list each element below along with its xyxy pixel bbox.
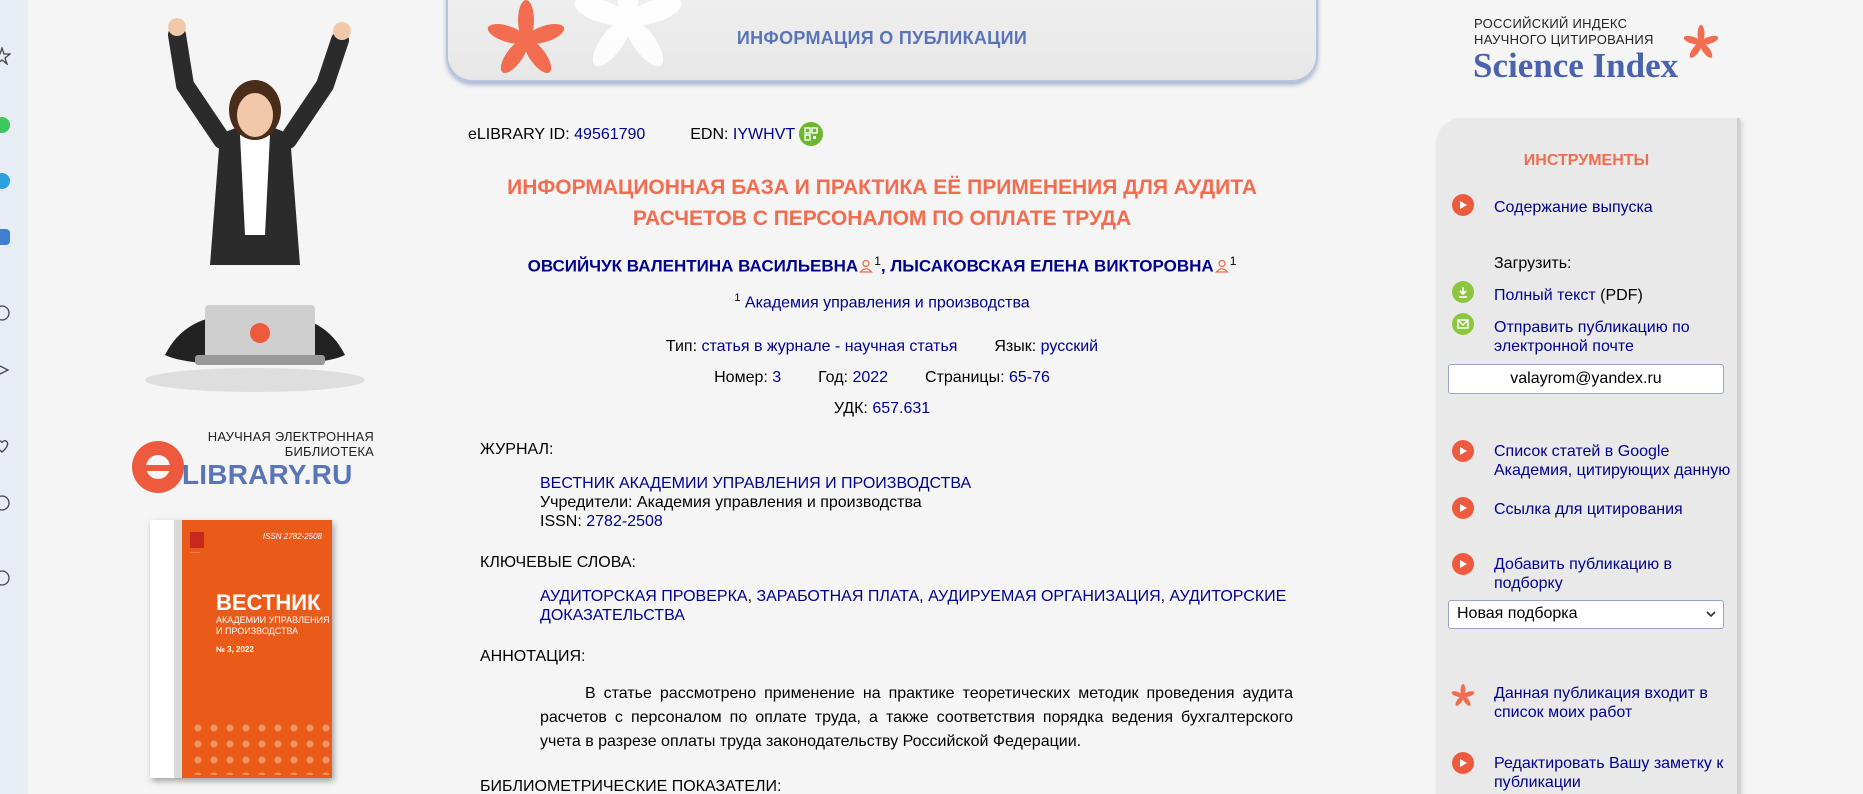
type-language-row <box>446 338 1318 356</box>
issn-label: ISSN: <box>540 513 582 530</box>
author-affiliation-sup: 1 <box>874 254 881 268</box>
number-label: Номер: <box>714 369 768 386</box>
whatsapp-icon[interactable] <box>0 115 12 135</box>
asterisk-icon <box>1450 683 1476 709</box>
play-icon[interactable] <box>1452 440 1474 462</box>
play-icon[interactable] <box>1452 752 1474 774</box>
language-value[interactable]: русский <box>1040 338 1099 355</box>
cover-pattern <box>190 720 330 775</box>
keyword-link[interactable]: АУДИТОРСКАЯ ПРОВЕРКА <box>540 588 748 605</box>
pages-label: Страницы: <box>924 369 1005 386</box>
elibrary-id-value[interactable]: 49561790 <box>574 126 646 143</box>
elibrary-id-label: eLIBRARY ID: <box>468 126 570 143</box>
full-text-format: (PDF) <box>1600 287 1643 304</box>
chevron-down-icon <box>1705 609 1717 619</box>
journal-label: ЖУРНАЛ: <box>480 441 554 458</box>
collection-select[interactable] <box>1448 600 1724 629</box>
elibrary-wordmark: LIBRARY.RU <box>182 459 353 490</box>
author-profile-icon[interactable] <box>1215 258 1229 272</box>
author-link-2[interactable]: ЛЫСАКОВСКАЯ ЕЛЕНА ВИКТОРОВНА <box>890 256 1214 276</box>
page-title: ИНФОРМАЦИЯ О ПУБЛИКАЦИИ <box>736 28 1028 48</box>
number-year-pages-row <box>446 369 1318 387</box>
email-field[interactable] <box>1448 364 1724 394</box>
udk-row <box>446 400 1318 418</box>
full-text-row <box>1494 286 1734 305</box>
clock-icon[interactable] <box>0 493 12 513</box>
journal-founders: Учредители: Академия управления и производства <box>540 494 922 511</box>
annotation-label: АННОТАЦИЯ: <box>480 648 586 665</box>
elibrary-caption-line1: НАУЧНАЯ ЭЛЕКТРОННАЯ <box>207 429 374 444</box>
cover-issue: № 3, 2022 <box>216 645 254 654</box>
number-value[interactable]: 3 <box>772 369 782 386</box>
issn-link[interactable]: 2782-2508 <box>586 513 663 530</box>
cover-subtitle-line2: И ПРОИЗВОДСТВА <box>216 626 299 636</box>
type-value[interactable]: статья в журнале - научная статья <box>701 338 958 355</box>
collection-select-value: Новая подборка <box>1457 605 1578 622</box>
edn-label: EDN: <box>690 126 729 143</box>
play-icon[interactable] <box>1452 497 1474 519</box>
publication-ids <box>468 126 795 144</box>
add-to-collection-link[interactable]: Добавить публикацию в подборку <box>1494 556 1673 592</box>
edit-note-link[interactable]: Редактировать Вашу заметку к публикации <box>1494 755 1724 791</box>
author-link-1[interactable]: ОВСИЙЧУК ВАЛЕНТИНА ВАСИЛЬЕВНА <box>527 256 859 276</box>
science-index-line1: РОССИЙСКИЙ ИНДЕКС <box>1474 16 1628 31</box>
play-icon[interactable] <box>1452 194 1474 216</box>
download-icon[interactable] <box>1452 281 1474 303</box>
my-works-link[interactable]: Данная публикация входит в список моих работ <box>1494 685 1708 721</box>
telegram-icon[interactable] <box>0 171 12 191</box>
star-icon[interactable] <box>0 46 12 66</box>
science-index-caption <box>1474 16 1654 48</box>
qr-code-icon[interactable] <box>799 122 823 146</box>
tools-panel <box>1436 118 1740 794</box>
udk-value: 657.631 <box>872 400 931 417</box>
browser-sidebar <box>0 0 28 794</box>
cover-title: ВЕСТНИК <box>216 590 321 615</box>
vk-icon[interactable] <box>0 227 12 247</box>
keyword-link[interactable]: АУДИТОРСКИЕ ДОКАЗАТЕЛЬСТВА <box>540 588 1287 624</box>
keywords-label: КЛЮЧЕВЫЕ СЛОВА: <box>480 554 636 571</box>
citation-link[interactable]: Ссылка для цитирования <box>1494 501 1683 518</box>
science-index-line2: НАУЧНОГО ЦИТИРОВАНИЯ <box>1474 32 1654 47</box>
journal-link[interactable]: ВЕСТНИК АКАДЕМИИ УПРАВЛЕНИЯ И ПРОИЗВОДСТВА <box>540 475 972 492</box>
authors-line: ОВСИЙЧУК ВАЛЕНТИНА ВАСИЛЬЕВНА $^1$, ЛЫСАКОВСКАЯ ЕЛЕНА ВИКТОРОВНА $^1$ <box>527 254 1237 276</box>
google-scholar-link[interactable]: Список статей в Google Академия, цитирующих данную <box>1494 443 1731 479</box>
heart-icon[interactable] <box>0 436 12 456</box>
udk-label: УДК: <box>833 400 868 417</box>
year-value[interactable]: 2022 <box>852 369 889 386</box>
affiliation-link[interactable]: Академия управления и производства <box>744 294 1030 312</box>
history-icon[interactable] <box>0 303 12 323</box>
annotation-text: В статье рассмотрено применение на практике теоретических методик проведения аудита расчетов с персоналом по оплате труда, а также соответствия порядка ведения бухгалтерского учета в разрезе оплаты труда законодательству Российской Федерации. <box>540 685 1293 750</box>
keyword-link[interactable]: ЗАРАБОТНАЯ ПЛАТА <box>756 588 920 605</box>
issue-contents-link[interactable]: Содержание выпуска <box>1494 199 1653 216</box>
affiliation <box>446 292 1318 312</box>
science-index-logo[interactable] <box>1474 16 1734 96</box>
keywords-list: АУДИТОРСКАЯ ПРОВЕРКА, ЗАРАБОТНАЯ ПЛАТА, АУДИРУЕМАЯ ОРГАНИЗАЦИЯ, АУДИТОРСКИЕ ДОКАЗАТЕЛЬСТВА <box>540 588 1287 624</box>
journal-cover[interactable] <box>150 520 332 778</box>
asterisk-icon <box>1684 24 1718 62</box>
elibrary-caption <box>184 429 374 491</box>
type-label: Тип: <box>665 338 698 355</box>
full-text-link[interactable]: Полный текст <box>1494 287 1596 304</box>
cover-emblem-icon <box>190 532 204 548</box>
cover-emblem-text: ····· <box>190 550 200 556</box>
science-index-wordmark: Science Index <box>1473 46 1679 85</box>
edn-value[interactable]: IYWHVT <box>732 126 796 143</box>
cover-stripe-shadow <box>174 520 182 778</box>
help-icon[interactable] <box>0 568 12 588</box>
send-icon[interactable] <box>0 360 12 380</box>
bibliometrics-label: БИБЛИОМЕТРИЧЕСКИЕ ПОКАЗАТЕЛИ: <box>480 778 782 794</box>
publication-title: ИНФОРМАЦИОННАЯ БАЗА И ПРАКТИКА ЕЁ ПРИМЕНЕНИЯ ДЛЯ АУДИТА РАСЧЕТОВ С ПЕРСОНАЛОМ ПО ОПЛАТЕ ТРУДА <box>507 176 1257 230</box>
cover-issn: ISSN 2782-2508 <box>262 532 322 541</box>
keyword-link[interactable]: АУДИРУЕМАЯ ОРГАНИЗАЦИЯ <box>928 588 1161 605</box>
hero-illustration <box>125 15 385 395</box>
download-label: Загрузить: <box>1494 255 1572 272</box>
cover-subtitle-line1: АКАДЕМИИ УПРАВЛЕНИЯ <box>216 615 330 625</box>
language-label: Язык: <box>994 338 1037 355</box>
play-icon[interactable] <box>1452 553 1474 575</box>
author-affiliation-sup: 1 <box>1229 254 1237 268</box>
pages-value: 65-76 <box>1008 369 1050 386</box>
affiliation-sup: 1 <box>734 292 741 304</box>
publication-info-header <box>446 0 1318 82</box>
tools-title: ИНСТРУМЕНТЫ <box>1523 152 1650 169</box>
author-profile-icon[interactable] <box>859 258 873 272</box>
send-email-link[interactable]: Отправить публикацию по электронной почте <box>1494 319 1690 355</box>
elibrary-caption-line2: БИБЛИОТЕКА <box>284 444 374 459</box>
journal-block <box>540 474 1300 531</box>
year-label: Год: <box>818 369 848 386</box>
email-icon[interactable] <box>1452 313 1474 335</box>
